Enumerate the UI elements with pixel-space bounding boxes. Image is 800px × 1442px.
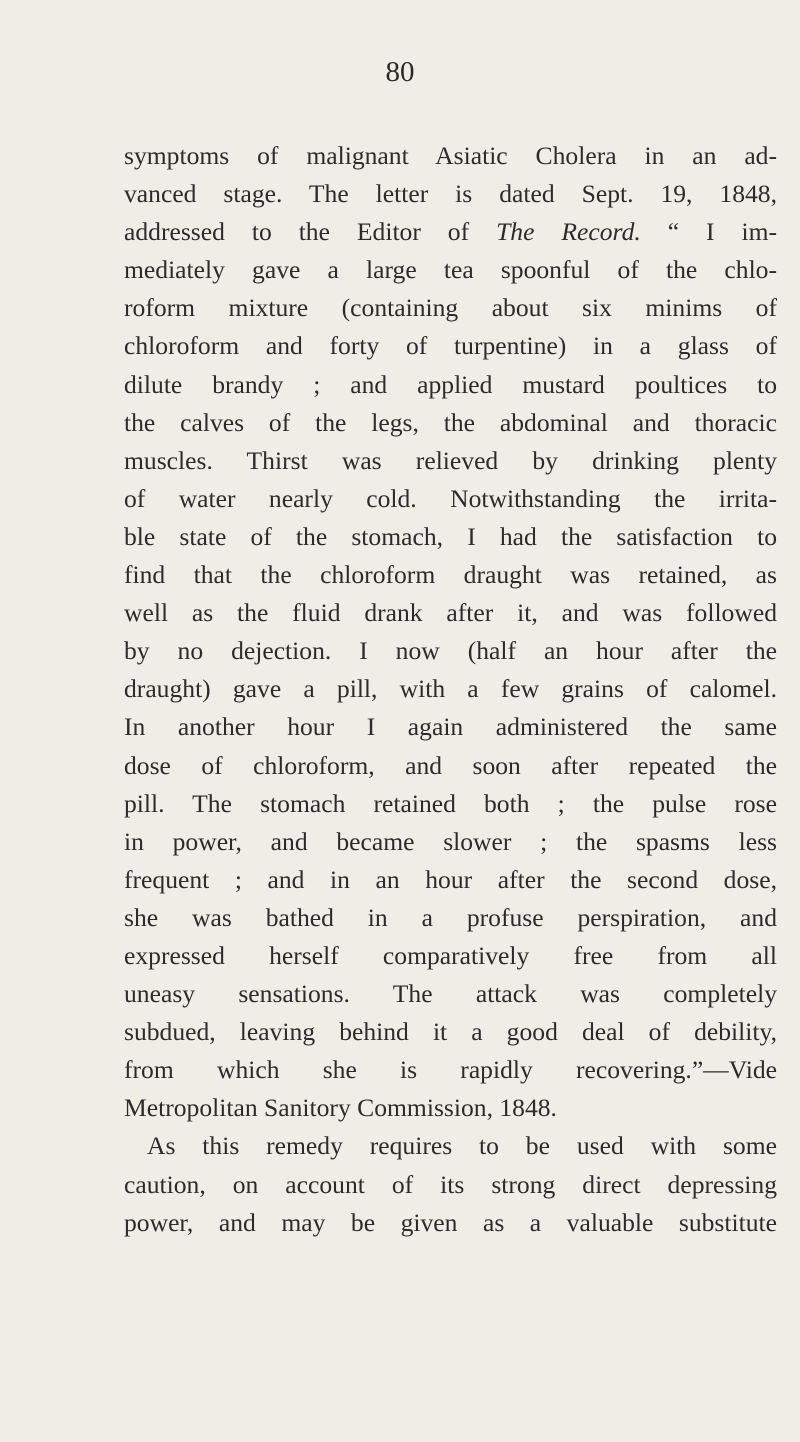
text-line: from which she is rapidly recovering.”—Vide [124, 1055, 777, 1085]
text-line: mediately gave a large tea spoonful of the chlo- [124, 255, 777, 285]
page-number: 80 [385, 56, 415, 88]
text-line: Metropolitan Sanitory Commission, 1848. [124, 1093, 557, 1123]
text-fragment: “ I im- [640, 217, 777, 247]
text-line: dose of chloroform, and soon after repeated the [124, 750, 777, 780]
body-text [124, 137, 777, 1242]
text-line: subdued, leaving behind it a good deal of debility, [124, 1017, 777, 1047]
text-line-with-italic-title [124, 213, 777, 251]
text-line: pill. The stomach retained both ; the pulse rose [124, 788, 777, 818]
text-line: chloroform and forty of turpentine) in a glass of [124, 331, 777, 361]
text-line: in power, and became slower ; the spasms less [124, 826, 777, 856]
text-line: the calves of the legs, the abdominal and thoracic [124, 407, 777, 437]
text-line: vanced stage. The letter is dated Sept. 19, 1848, [124, 179, 777, 209]
text-line: find that the chloroform draught was retained, as [124, 560, 777, 590]
text-line: frequent ; and in an hour after the second dose, [124, 864, 777, 894]
text-line: she was bathed in a profuse perspiration, and [124, 902, 777, 932]
text-line: well as the fluid drank after it, and was followed [124, 598, 777, 628]
text-line: muscles. Thirst was relieved by drinking plenty [124, 445, 777, 475]
text-line: power, and may be given as a valuable substitute [124, 1207, 777, 1237]
italic-publication-title: The Record. [496, 217, 641, 247]
text-line: uneasy sensations. The attack was completely [124, 979, 777, 1009]
text-line: by no dejection. I now (half an hour after the [124, 636, 777, 666]
text-line: ble state of the stomach, I had the satisfaction to [124, 521, 777, 551]
text-line: roform mixture (containing about six minims of [124, 293, 777, 323]
text-line: symptoms of malignant Asiatic Cholera in an ad- [124, 141, 777, 170]
text-line: expressed herself comparatively free from all [124, 940, 777, 970]
text-line: dilute brandy ; and applied mustard poultices to [124, 369, 777, 399]
text-line: As this remedy requires to be used with some [147, 1131, 777, 1161]
text-line: draught) gave a pill, with a few grains of calomel. [124, 674, 777, 704]
text-line: In another hour I again administered the same [124, 712, 777, 742]
text-line: of water nearly cold. Notwithstanding the irrita- [124, 483, 777, 513]
text-line: caution, on account of its strong direct depressing [124, 1169, 777, 1199]
text-fragment: addressed to the Editor of [124, 217, 497, 247]
